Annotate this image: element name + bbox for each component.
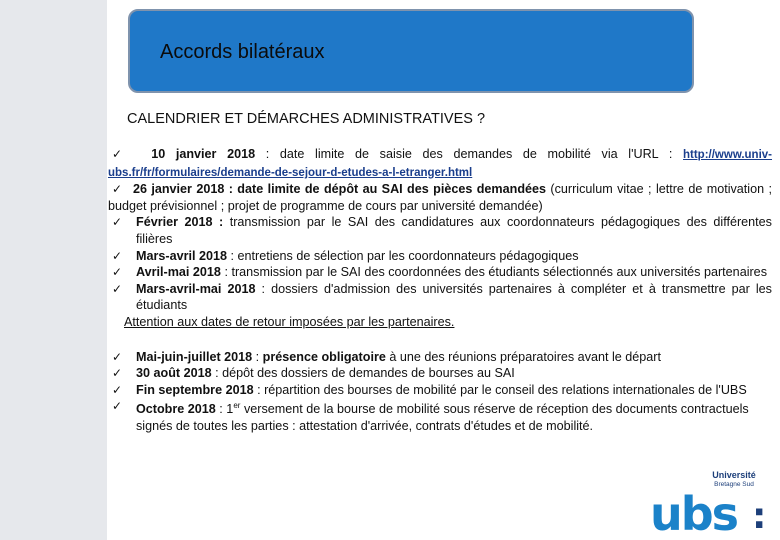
list-item: ✓ Mars-avril-mai 2018 : dossiers d'admission des universités partenaires à compléter et à transmettre par les étudiants: [112, 281, 772, 313]
logo-university-text: Université: [712, 470, 756, 480]
check-icon: ✓: [112, 399, 123, 414]
section-heading: CALENDRIER ET DÉMARCHES ADMINISTRATIVES ?: [127, 111, 486, 127]
check-icon: ✓: [112, 215, 123, 230]
list-item: ✓ Avril-mai 2018 : transmission par le SAI des coordonnées des étudiants sélectionnés aux universités partenaires: [112, 265, 767, 280]
return-dates-note: Attention aux dates de retour imposées par les partenaires.: [124, 314, 455, 329]
list-item: ✓ 30 août 2018 : dépôt des dossiers de demandes de bourses au SAI: [112, 366, 515, 381]
check-icon: ✓: [112, 349, 123, 364]
logo-colon: :: [752, 496, 767, 536]
calendar-list: [108, 146, 772, 435]
logo-bretagne-text: Bretagne Sud: [714, 481, 754, 488]
list-item: ✓ Fin septembre 2018 : répartition des bourses de mobilité par le conseil des relations internationales de l'UBS: [112, 382, 747, 397]
list-item: ✓ Mai-juin-juillet 2018 : présence obligatoire à une des réunions préparatoires avant le départ: [112, 349, 662, 364]
application-link[interactable]: http://www.univ-ubs.fr/fr/formulaires/demande-de-sejour-d-etudes-a-l-etranger.html: [108, 149, 773, 179]
check-icon: ✓: [112, 182, 123, 197]
list-item: ✓ Octobre 2018 : 1er versement de la bourse de mobilité sous réserve de réception des documents contractuels signés de toutes les parties : attestation d'arrivée, contrats d'études et de mobilité.: [112, 399, 749, 434]
check-icon: ✓: [112, 265, 123, 280]
title-banner: [128, 9, 694, 93]
check-icon: ✓: [112, 281, 123, 296]
list-item: ✓ 26 janvier 2018 : date limite de dépôt au SAI des pièces demandées (curriculum vitae ; lettre de motivation ; budget prévisionnel ; projet de programme de cours par université demandée): [108, 182, 772, 213]
left-margin-bar: [0, 0, 107, 540]
ubs-logo: [648, 468, 773, 536]
check-icon: ✓: [112, 147, 130, 161]
list-item: ✓ 10 janvier 2018 : date limite de saisie des demandes de mobilité via l'URL : http://www.univ-ubs.fr/fr/formulaires/demande-de-sejour-d-etudes-a-l-etranger.html: [108, 147, 773, 179]
page-title: Accords bilatéraux: [160, 41, 325, 63]
list-item: ✓ Février 2018 : transmission par le SAI des candidatures aux coordonnateurs pédagogiques des différentes filières: [112, 215, 772, 246]
list-item: ✓ Mars-avril 2018 : entretiens de sélection par les coordonnateurs pédagogiques: [112, 248, 579, 263]
check-icon: ✓: [112, 248, 123, 263]
check-icon: ✓: [112, 382, 123, 397]
check-icon: ✓: [112, 366, 123, 381]
logo-brand-text: ubs: [650, 487, 738, 536]
